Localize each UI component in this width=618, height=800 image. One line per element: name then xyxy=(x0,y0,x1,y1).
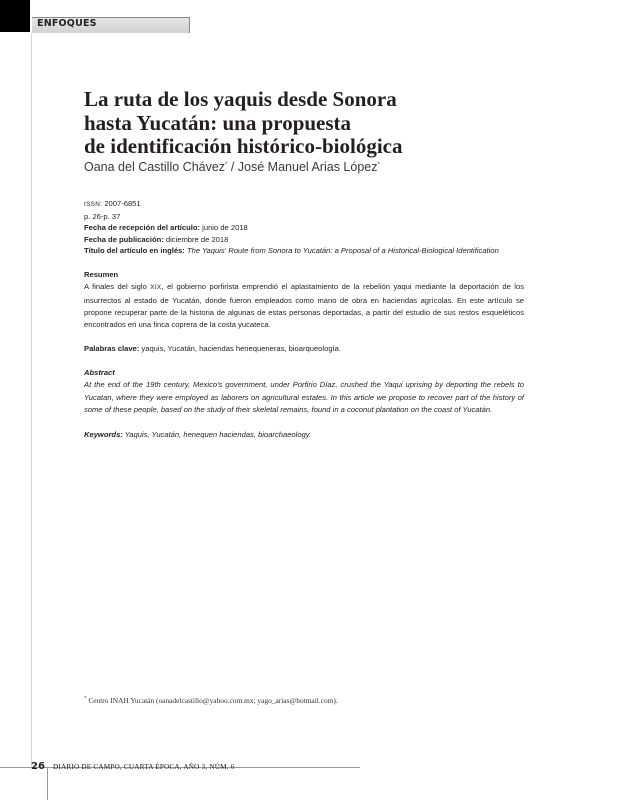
issn-value: 2007-6851 xyxy=(102,199,141,208)
palabras-clave-value: yaquis, Yucatán, haciendas henequeneras, bioarqueología. xyxy=(139,344,341,353)
abstract-text: At the end of the 19th century, Mexico's government, under Porfirio Díaz, crushed the Yaqui uprising by deporting the rebels to Yucatan, where they were employed as laborers on agricultural estates. In this article we propose to recover part of the history of some of these people, based on the study of their skeletal remains, found in a coconut plantation on the coast of Yucatán. xyxy=(84,380,524,414)
issn-line xyxy=(84,198,499,211)
article-title xyxy=(84,88,402,159)
english-title-label: Título del artículo en inglés: xyxy=(84,246,185,256)
keywords-label: Keywords: xyxy=(84,430,123,439)
section-label: ENFOQUES xyxy=(37,18,97,29)
english-title-line xyxy=(84,245,499,257)
published-value: diciembre de 2018 xyxy=(163,234,229,244)
author-footnote xyxy=(84,696,338,705)
corner-block xyxy=(0,0,30,32)
palabras-clave-section xyxy=(84,343,524,355)
footer-margin-rule xyxy=(47,768,48,800)
title-line: La ruta de los yaquis desde Sonora xyxy=(84,87,397,111)
palabras-clave-label: Palabras clave: xyxy=(84,344,140,353)
english-title-value: The Yaquis' Route from Sonora to Yucatán: a Proposal of a Historical-Biological Identification xyxy=(184,246,499,256)
abstract-section xyxy=(84,367,524,416)
pages-line: p. 26-p. 37 xyxy=(84,211,121,221)
resumen-section xyxy=(84,269,524,331)
author-note-mark: * xyxy=(377,161,380,168)
author-name: / José Manuel Arias López xyxy=(227,160,378,174)
resumen-heading: Resumen xyxy=(84,270,119,279)
author-note-mark: * xyxy=(225,161,228,168)
published-label: Fecha de publicación: xyxy=(84,234,164,244)
received-line xyxy=(84,222,499,234)
footnote-text: Centro INAH Yucatán (oanadelcastillo@yahoo.com.mx; yago_arias@hotmail.com). xyxy=(86,696,338,705)
margin-rule xyxy=(31,33,32,767)
journal-running-footer: DIARIO DE CAMPO, CUARTA ÉPOCA, AÑO 3, NÚM. 6 xyxy=(53,763,235,771)
keywords-section xyxy=(84,429,524,441)
keywords-value: Yaquis, Yucatán, henequen haciendas, bioarchaeology. xyxy=(122,430,312,439)
received-label: Fecha de recepción del artículo: xyxy=(84,223,201,233)
resumen-text-rest: , el gobierno porfirista emprendió el aplastamiento de la rebelión yaqui mediante la deportación de los insurrectos al estado de Yucatán, donde fueron empleados como mano de obra en haciendas agrícolas. En este artículo se propone recuperar parte de la historia de algunas de estas personas deportadas, a partir del estudio de sus restos esqueléticos encontrados en una finca coprera de la costa yucateca. xyxy=(84,282,524,330)
abstract-heading: Abstract xyxy=(84,368,115,377)
received-value: junio de 2018 xyxy=(200,223,248,233)
published-line xyxy=(84,234,499,246)
authors-line xyxy=(84,160,380,174)
title-line: de identificación histórico-biológica xyxy=(84,134,403,158)
author-name: Oana del Castillo Chávez xyxy=(84,160,226,174)
resumen-text xyxy=(84,281,524,331)
resumen-century: XIX xyxy=(150,284,162,292)
article-metadata xyxy=(84,198,499,257)
issn-label: ISSN: xyxy=(84,201,103,208)
resumen-text-start: A finales del siglo xyxy=(84,282,151,292)
footnote-mark: * xyxy=(84,696,87,702)
page-number: 26 xyxy=(31,761,45,772)
title-line: hasta Yucatán: una propuesta xyxy=(84,110,352,135)
